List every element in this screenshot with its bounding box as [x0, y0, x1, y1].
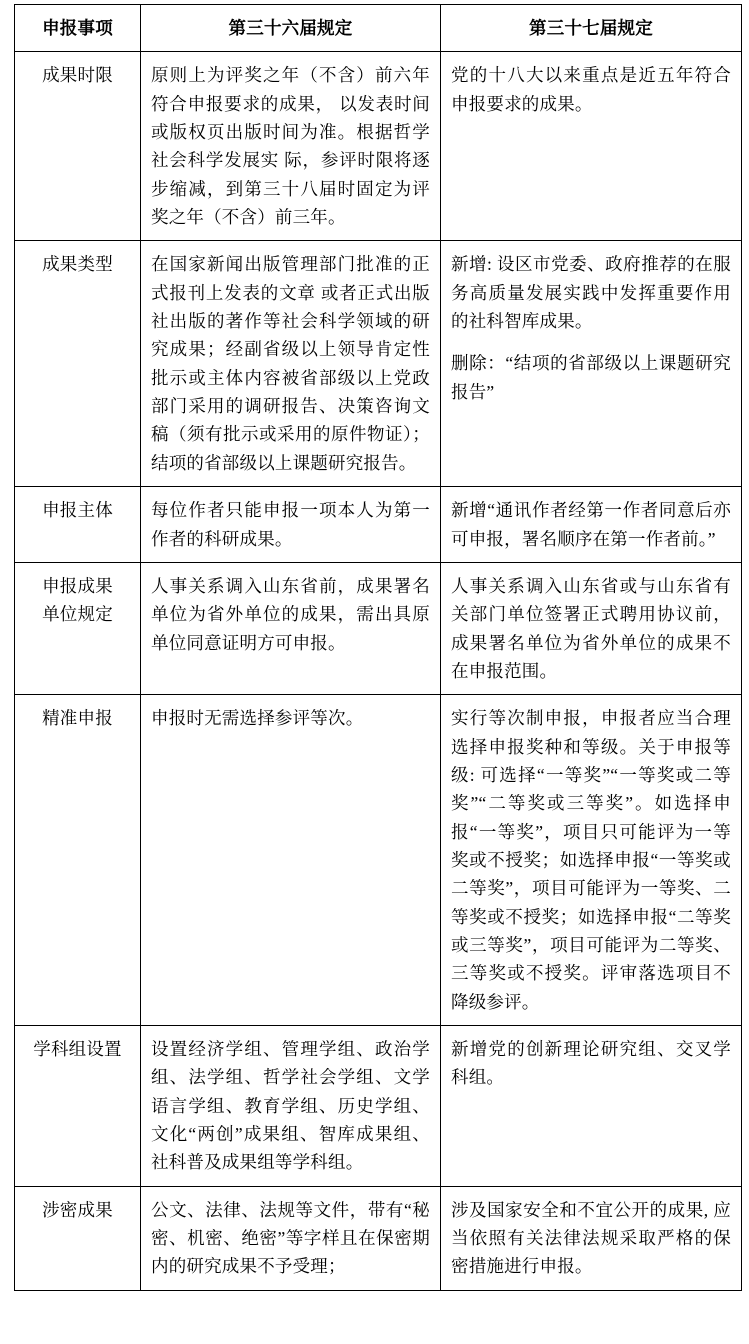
table-header-row: [15, 5, 742, 52]
cell-paragraph: 新增: 设区市党委、政府推荐的在服务高质量发展实践中发挥重要作用的社科智库成果。: [451, 254, 731, 332]
row-label-line: 申报主体: [42, 500, 113, 521]
cell-paragraph: 设置经济学组、管理学组、政治学组、法学组、哲学社会学组、文学语言学组、教育学组、历史学组、文化“两创”成果组、智库成果组、社科普及成果组等学科组。: [151, 1039, 430, 1173]
row-label-line: 申报成果: [42, 575, 113, 596]
cell-37th: [441, 487, 742, 563]
cell-paragraph: 在国家新闻出版管理部门批准的正式报刊上发表的文章 或者正式出版社出版的著作等社会科学领域的研究成果；经副省级以上领导肯定性批示或主体内容被省部级以上党政部门采用的调研报告、决策咨询文稿（须有批示或采用的原件物证）；结项的省部级以上课题研究报告。: [151, 254, 430, 473]
cell-paragraph: 删除：“结项的省部级以上课题研究报告”: [451, 353, 731, 402]
table-header: [15, 5, 742, 52]
cell-paragraph: 实行等次制申报，申报者应当合理选择申报奖种和等级。关于申报等级: 可选择“一等奖”“一等奖或二等奖”“二等奖或三等奖”。如选择申报“一等奖”，项目只可能评为一等奖或不授奖；如选择申报“一等奖或二等奖”，项目可能评为一等奖、二等奖或不授奖；如选择申报“二等奖或三等奖”，项目可能评为二等奖、三等奖或不授奖。评审落选项目不降级参评。: [451, 708, 731, 1012]
column-header-36th: 第三十六届规定: [141, 5, 441, 52]
cell-paragraph: 新增“通讯作者经第一作者同意后亦可申报，署名顺序在第一作者前。”: [451, 500, 731, 549]
row-label: [15, 52, 141, 241]
cell-37th: [441, 695, 742, 1026]
cell-paragraph: 每位作者只能申报一项本人为第一作者的科研成果。: [151, 500, 430, 549]
row-label-line: 成果时限: [42, 65, 113, 86]
cell-paragraph: 原则上为评奖之年（不含）前六年符合申报要求的成果， 以发表时间或版权页出版时间为准。根据哲学社会科学发展实 际，参评时限将逐步缩减，到第三十八届时固定为评奖之年（不含）前三年。: [151, 65, 430, 228]
row-label-line: 涉密成果: [42, 1199, 113, 1220]
cell-paragraph: 人事关系调入山东省前，成果署名单位为省外单位的成果，需出具原单位同意证明方可申报。: [151, 575, 430, 653]
row-label-line: 学科组设置: [33, 1039, 122, 1059]
row-label-line: 成果类型: [42, 254, 113, 275]
cell-36th: [141, 562, 441, 694]
row-label: [15, 695, 141, 1026]
cell-36th: [141, 695, 441, 1026]
row-label: [15, 1026, 141, 1187]
table-row: [15, 1026, 742, 1187]
cell-36th: [141, 241, 441, 487]
cell-paragraph: 申报时无需选择参评等次。: [151, 708, 364, 729]
cell-36th: [141, 1186, 441, 1290]
comparison-table: [14, 4, 742, 1291]
cell-paragraph: 涉及国家安全和不宜公开的成果, 应当依照有关法律法规采取严格的保密措施进行申报。: [451, 1199, 731, 1277]
row-label: [15, 562, 141, 694]
table-row: [15, 695, 742, 1026]
cell-37th: [441, 1026, 742, 1187]
cell-37th: [441, 1186, 742, 1290]
cell-paragraph: 公文、法律、法规等文件，带有“秘密、机密、绝密”等字样且在保密期内的研究成果不予受理；: [151, 1199, 430, 1277]
column-header-37th: 第三十七届规定: [441, 5, 742, 52]
row-label-line: 单位规定: [42, 604, 113, 625]
cell-36th: [141, 1026, 441, 1187]
row-label: [15, 241, 141, 487]
row-label: [15, 1186, 141, 1290]
cell-37th: [441, 241, 742, 487]
cell-paragraph: 党的十八大以来重点是近五年符合申报要求的成果。: [451, 65, 731, 114]
table-row: [15, 52, 742, 241]
cell-37th: [441, 52, 742, 241]
row-label: [15, 487, 141, 563]
cell-37th: [441, 562, 742, 694]
table-row: [15, 487, 742, 563]
cell-paragraph: 新增党的创新理论研究组、交叉学科组。: [451, 1039, 731, 1088]
table-row: [15, 562, 742, 694]
row-label-line: 精准申报: [42, 708, 113, 729]
cell-36th: [141, 487, 441, 563]
cell-paragraph: 人事关系调入山东省或与山东省有关部门单位签署正式聘用协议前，成果署名单位为省外单位的成果不在申报范围。: [451, 575, 731, 681]
table-body: [15, 52, 742, 1290]
column-header-item: 申报事项: [15, 5, 141, 52]
table-row: [15, 1186, 742, 1290]
cell-36th: [141, 52, 441, 241]
table-row: [15, 241, 742, 487]
